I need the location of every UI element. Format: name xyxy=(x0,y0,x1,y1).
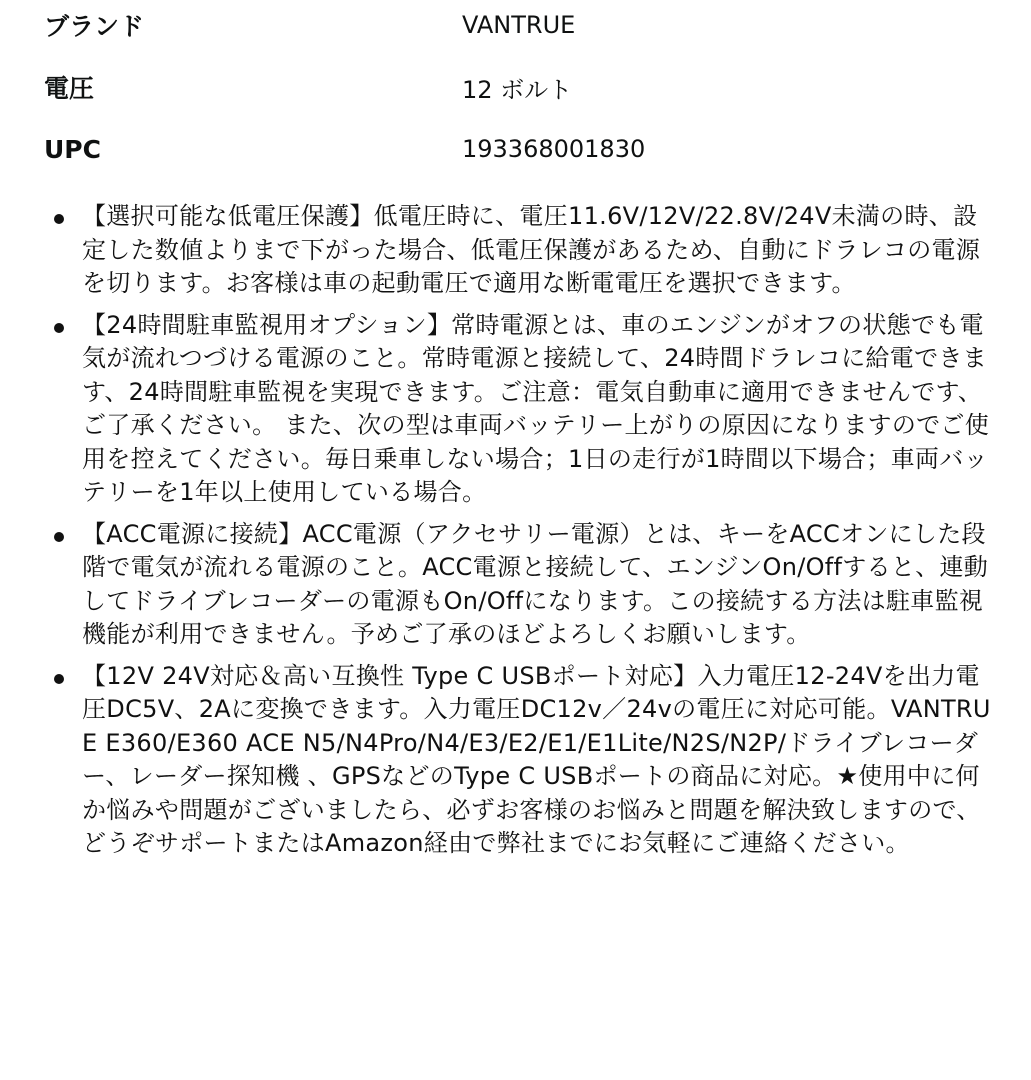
feature-text: 【24時間駐車監視用オプション】常時電源とは、車のエンジンがオフの状態でも電気が流れつづける電源のこと。常時電源と接続して、24時間ドラレコに給電できます、24時間駐車監視を実現できます。ご注意：電気自動車に適用できませんです、ご了承ください。 また、次の型は車両バッテリー上がりの原因になりますのでご使用を控えてください。毎日乗車しない場合；1日の走行が1時間以下場合；車両バッテリーを1年以上使用している場合。 xyxy=(82,310,990,506)
spec-value-brand: VANTRUE xyxy=(462,11,576,39)
list-item xyxy=(0,200,1031,301)
bullet-icon xyxy=(54,674,64,684)
spec-key-upc: UPC xyxy=(44,134,101,164)
spec-value-upc: 193368001830 xyxy=(462,135,646,163)
spec-value-voltage: 12 ボルト xyxy=(462,75,573,104)
spec-table xyxy=(44,0,994,180)
bullet-icon xyxy=(54,323,64,333)
spec-row-voltage xyxy=(44,56,994,118)
spec-key-voltage: 電圧 xyxy=(44,74,95,103)
feature-text: 【選択可能な低電圧保護】低電圧時に、電圧11.6V/12V/22.8V/24V未満の時、設定した数値よりまで下がった場合、低電圧保護があるため、自動にドラレコの電源を切ります。お客様は車の起動電圧で適用な断電電圧を選択できます。 xyxy=(82,202,981,297)
list-item xyxy=(0,309,1031,510)
feature-text: 【12V 24V対応＆高い互換性 Type C USBポート対応】入力電圧12-24Vを出力電圧DC5V、2Aに変換できます。入力電圧DC12v／24vの電圧に対応可能。VANTRUE E360/E360 ACE N5/N4Pro/N4/E3/E2/E1/E1Lite/N2S/N2P/ドライブレコーダー、レーダー探知機 、GPSなどのType C USBポートの商品に対応。★使用中に何か悩みや問題がございましたら、必ずお客様のお悩みと問題を解決致しますので、どうぞサポートまたはAmazon経由で弊社までにお気軽にご連絡ください。 xyxy=(82,661,991,857)
list-item xyxy=(0,660,1031,861)
spec-row-brand xyxy=(44,0,994,56)
spec-key-brand: ブランド xyxy=(44,12,145,41)
feature-bullet-list xyxy=(0,200,1031,869)
bullet-icon xyxy=(54,214,64,224)
spec-row-upc xyxy=(44,118,994,180)
feature-text: 【ACC電源に接続】ACC電源（アクセサリー電源）とは、キーをACCオンにした段階で電気が流れる電源のこと。ACC電源と接続して、エンジンOn/Offすると、連動してドライブレコーダーの電源もOn/Offになります。この接続する方法は駐車監視機能が利用できません。予めご了承のほどよろしくお願いします。 xyxy=(82,519,989,648)
list-item xyxy=(0,518,1031,652)
bullet-icon xyxy=(54,532,64,542)
